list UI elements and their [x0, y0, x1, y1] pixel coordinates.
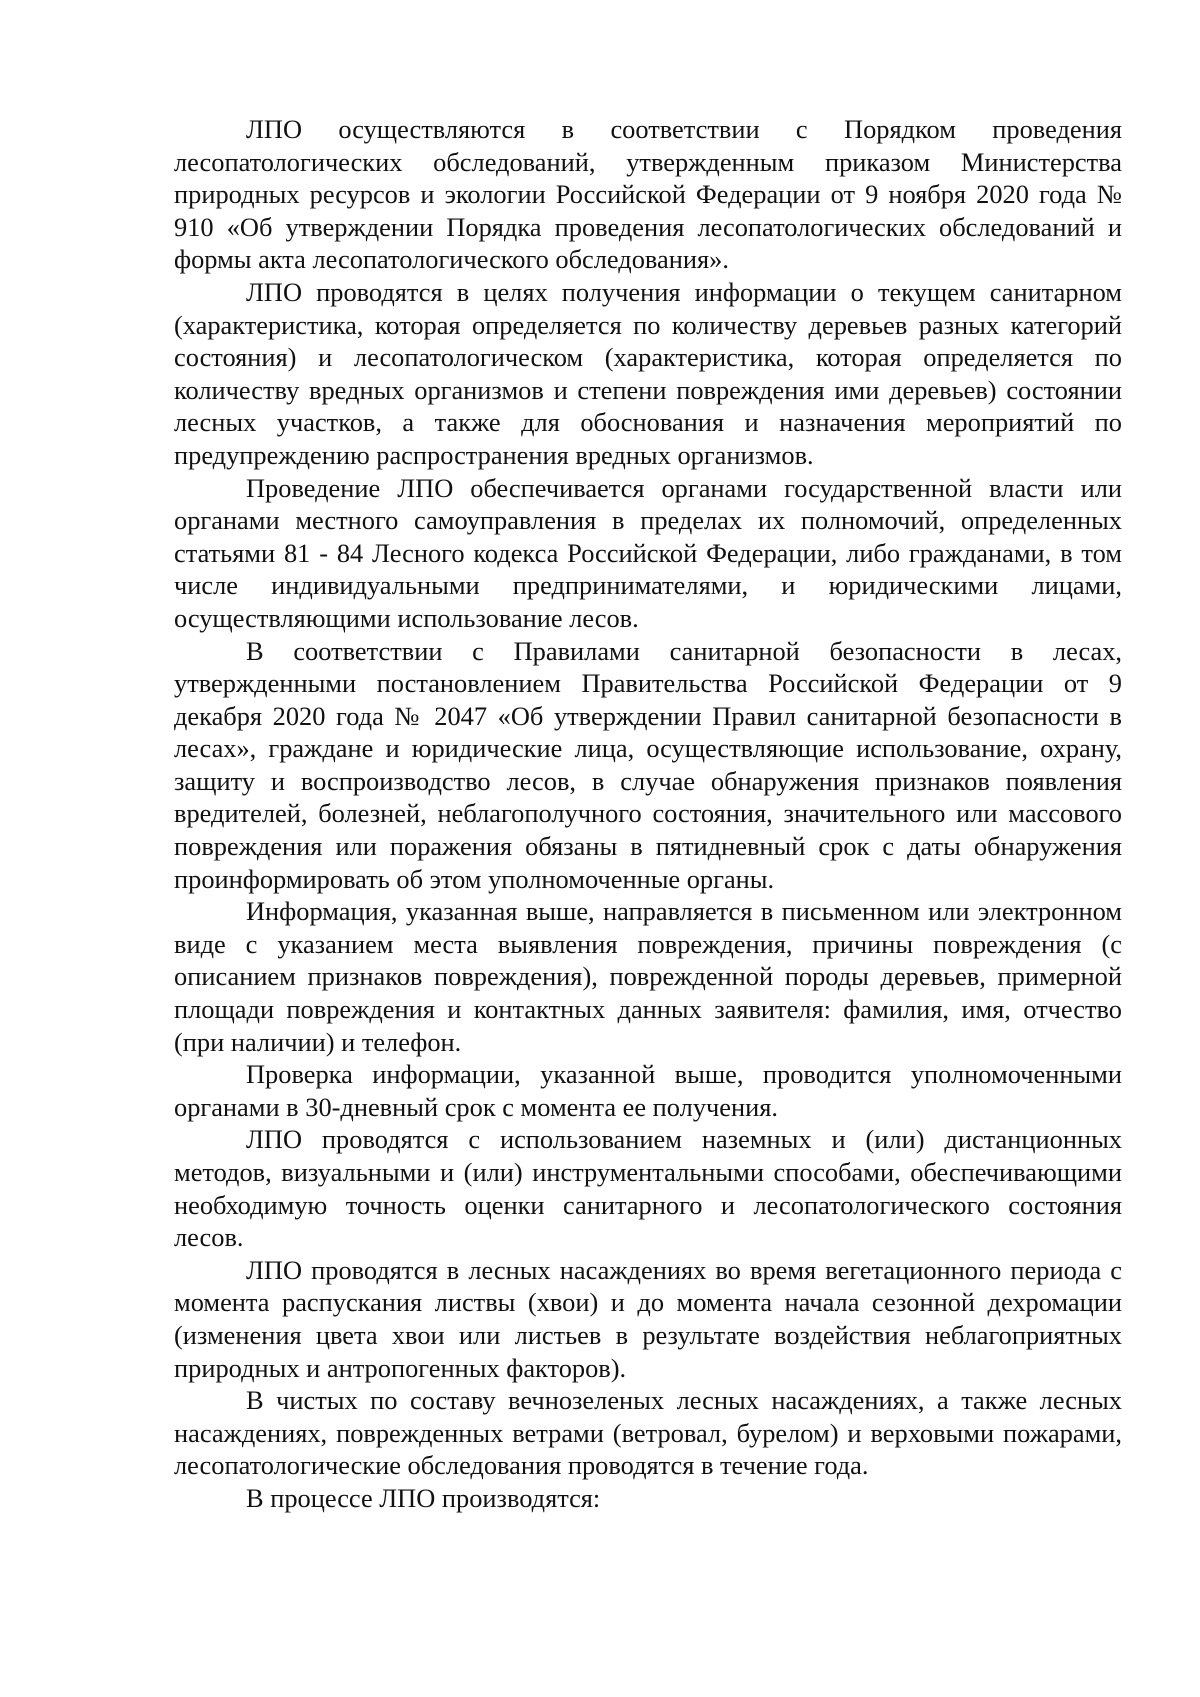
- paragraph-purpose: ЛПО проводятся в целях получения информации о текущем санитарном (характеристика, которая определяется по количеству деревьев разных категорий состояния) и лесопатологическом (характеристика, которая определяется по количеству вредных организмов и степени повреждения ими деревьев) состоянии лесных участков, а также для обоснования и назначения мероприятий по предупреждению распространения вредных организмов.: [174, 276, 1122, 470]
- document-body: [174, 113, 1122, 1515]
- paragraph-information-check: Проверка информации, указанной выше, проводится уполномоченными органами в 30-дневный срок с момента ее получения.: [174, 1059, 1122, 1122]
- paragraph-sanitary-rules: В соответствии с Правилами санитарной безопасности в лесах, утвержденными постановлением Правительства Российской Федерации от 9 декабря 2020 года № 2047 «Об утверждении Правил санитарной безопасности в лесах», граждане и юридические лица, осуществляющие использование, охрану, защиту и воспроизводство лесов, в случае обнаружения признаков появления вредителей, болезней, неблагополучного состояния, значительного или массового повреждения или поражения обязаны в пятидневный срок с даты обнаружения проинформировать об этом уполномоченные органы.: [174, 635, 1122, 894]
- paragraph-responsible-bodies: Проведение ЛПО обеспечивается органами государственной власти или органами местного самоуправления в пределах их полномочий, определенных статьями 81 - 84 Лесного кодекса Российской Федерации, либо гражданами, в том числе индивидуальными предпринимателями, и юридическими лицами, осуществляющими использование лесов.: [174, 472, 1122, 633]
- paragraph-vegetation-period: ЛПО проводятся в лесных насаждениях во время вегетационного периода с момента распускания листвы (хвои) и до момента начала сезонной дехромации (изменения цвета хвои или листьев в результате воздействия неблагоприятных природных и антропогенных факторов).: [174, 1254, 1122, 1383]
- paragraph-process-intro: В процессе ЛПО производятся:: [246, 1482, 601, 1513]
- paragraph-information-content: Информация, указанная выше, направляется в письменном или электронном виде с указанием места выявления повреждения, причины повреждения (с описанием признаков повреждения), поврежденной породы деревьев, примерной площади повреждения и контактных данных заявителя: фамилия, имя, отчество (при наличии) и телефон.: [174, 896, 1122, 1057]
- paragraph-methods: ЛПО проводятся с использованием наземных и (или) дистанционных методов, визуальными и (или) инструментальными способами, обеспечивающими необходимую точность оценки санитарного и лесопатологического состояния лесов.: [174, 1124, 1122, 1253]
- paragraph-regulation-order: ЛПО осуществляются в соответствии с Порядком проведения лесопатологических обследований, утвержденным приказом Министерства природных ресурсов и экологии Российской Федерации от 9 ноября 2020 года № 910 «Об утверждении Порядка проведения лесопатологических обследований и формы акта лесопатологического обследования».: [174, 114, 1122, 275]
- paragraph-evergreen-stands: В чистых по составу вечнозеленых лесных насаждениях, а также лесных насаждениях, поврежденных ветрами (ветровал, бурелом) и верховыми пожарами, лесопатологические обследования проводятся в течение года.: [174, 1385, 1122, 1481]
